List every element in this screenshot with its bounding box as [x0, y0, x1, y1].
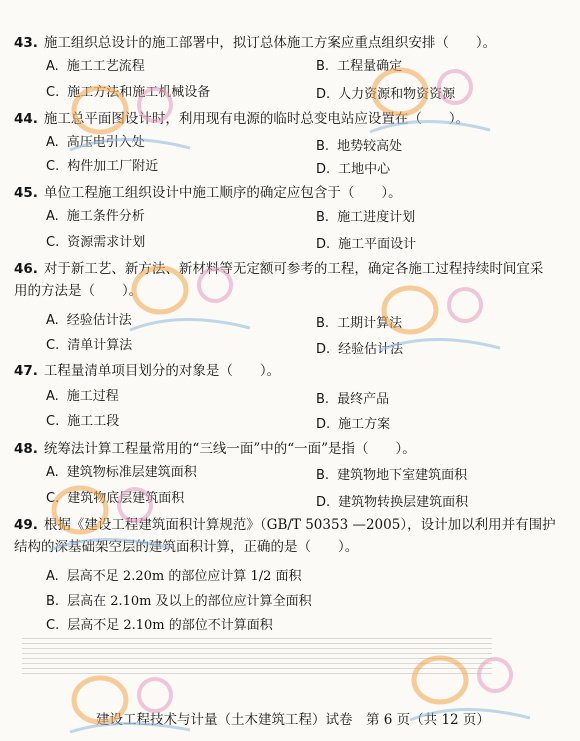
option-c: C. 施工工段: [46, 414, 120, 429]
question-text: 工程量清单项目划分的对象是（ ）。: [43, 363, 281, 379]
option-a: A. 施工条件分析: [46, 209, 145, 224]
question-text: 单位工程施工组织设计中施工顺序的确定应包含于（ ）。: [43, 185, 402, 201]
question-text: 施工组织总设计的施工部署中，拟订总体施工方案应重点组织安排（ ）。: [43, 35, 497, 51]
question-number: 47.: [14, 363, 38, 379]
question-number: 48.: [14, 441, 38, 457]
option-b: B. 层高在 2.10m 及以上的部位应计算全面积: [46, 594, 312, 609]
option-c: C. 资源需求计划: [46, 235, 146, 250]
question-48: [14, 440, 570, 458]
page-footer: 建设工程技术与计量（土木建筑工程）试卷 第 6 页（共 12 页）: [96, 712, 490, 728]
question-text: 统筹法计算工程量常用的“三线一面”中的“一面”是指（ ）。: [43, 441, 416, 457]
question-46: [14, 258, 554, 302]
option-d: D. 施工方案: [316, 417, 391, 432]
question-number: 43.: [14, 35, 38, 51]
option-b: B. 地势较高处: [316, 139, 403, 154]
option-b: B. 施工进度计划: [316, 210, 416, 225]
question-number: 44.: [14, 111, 38, 127]
option-a: A. 高压电引入处: [46, 135, 145, 150]
option-b: B. 建筑物地下室建筑面积: [316, 468, 468, 483]
option-c: C. 建筑物底层建筑面积: [46, 491, 185, 506]
question-43: [14, 34, 570, 52]
option-d: D. 施工平面设计: [316, 237, 417, 252]
question-number: 45.: [14, 185, 38, 201]
question-45: [14, 184, 570, 202]
option-a: A. 层高不足 2.20m 的部位应计算 1/2 面积: [46, 569, 302, 584]
option-d: D. 工地中心: [316, 162, 391, 177]
option-a: A. 施工工艺流程: [46, 59, 145, 74]
illegible-text-region: [22, 638, 492, 674]
question-44: [14, 110, 570, 128]
question-text: 根据《建设工程建筑面积计算规范》（GB/T 50353 —2005），设计加以利用并有围护结构的深基础架空层的建筑面积计算，正确的是（ ）。: [14, 517, 556, 555]
question-text: 施工总平面图设计时，利用现有电源的临时总变电站应设置在（ ）。: [43, 111, 470, 127]
option-a: A. 经验估计法: [46, 313, 132, 328]
question-47: [14, 362, 570, 380]
option-c: C. 施工方法和施工机械设备: [46, 85, 211, 100]
option-b: B. 工期计算法: [316, 316, 403, 331]
option-c: C. 构件加工厂附近: [46, 159, 159, 174]
option-c: C. 层高不足 2.10m 的部位不计算面积: [46, 618, 273, 633]
question-49: [14, 514, 559, 558]
option-a: A. 建筑物标准层建筑面积: [46, 465, 197, 480]
option-b: B. 最终产品: [316, 392, 390, 407]
option-d: D. 经验估计法: [316, 342, 404, 357]
question-number: 46.: [14, 261, 38, 277]
option-b: B. 工程量确定: [316, 59, 403, 74]
option-d: D. 人力资源和物资资源: [316, 87, 456, 102]
option-c: C. 清单计算法: [46, 338, 133, 353]
option-a: A. 施工过程: [46, 389, 119, 404]
option-d: D. 建筑物转换层建筑面积: [316, 495, 469, 510]
question-number: 49.: [14, 517, 38, 533]
question-text: 对于新工艺、新方法、新材料等无定额可参考的工程，确定各施工过程持续时间宜采用的方法是（ ）。: [14, 261, 544, 299]
